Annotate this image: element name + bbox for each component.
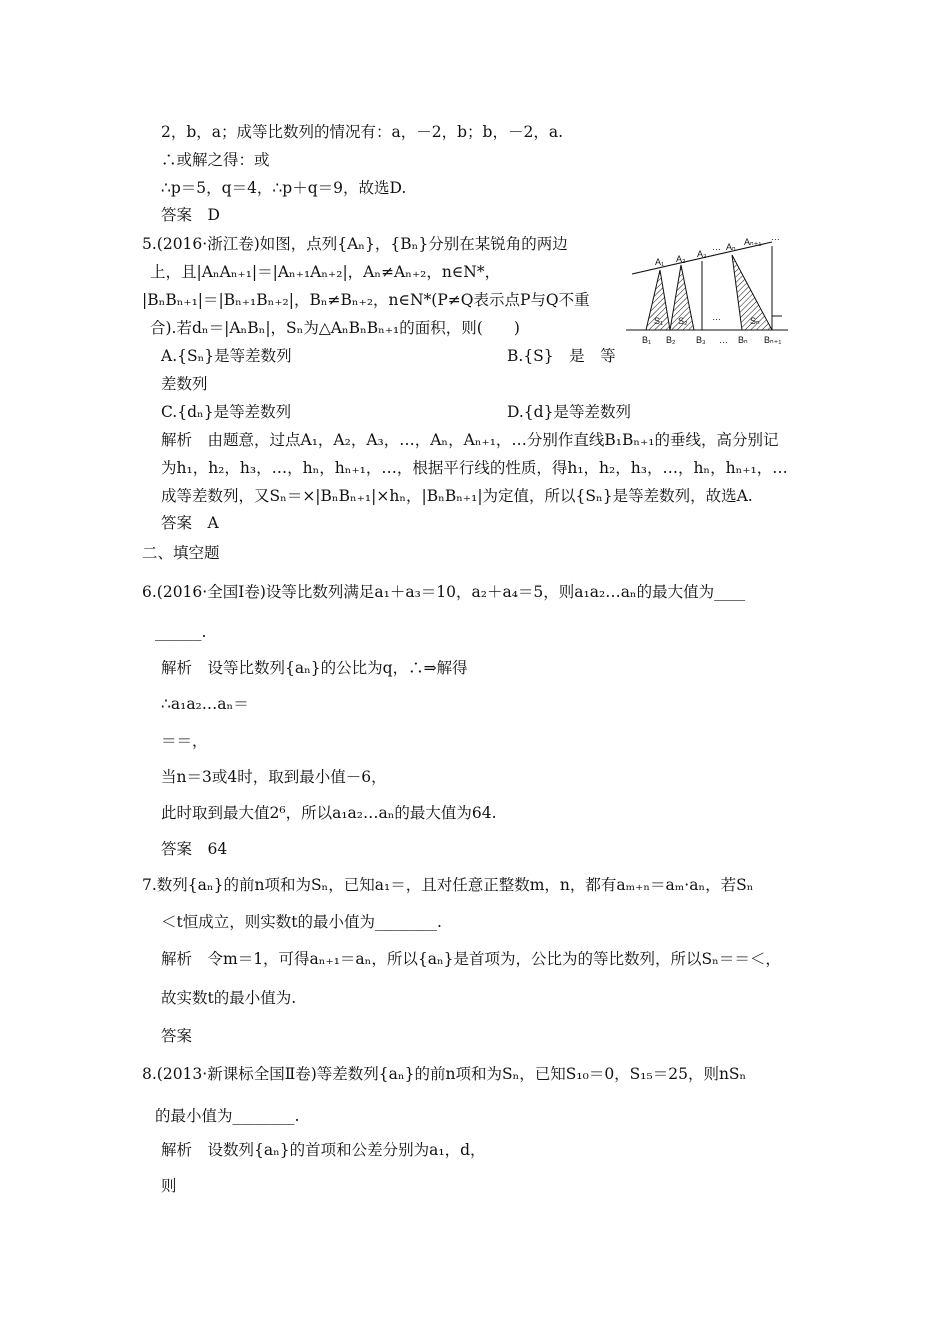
solution-line: 当n＝3或4时，取到最小值－6， [161,768,387,786]
label-bn1: Bₙ₊₁ [764,335,782,345]
solution-line: ∴a₁a₂…aₙ＝ [161,695,249,713]
label-an: Aₙ [726,242,736,252]
label-top-dots-end: … [771,232,780,242]
solution-line: 解析 设数列{aₙ}的首项和公差分别为a₁，d， [161,1141,486,1159]
text-line: ∴p＝5，q＝4，∴p＋q＝9，故选D. [161,179,407,197]
solution-line: ＝＝， [161,732,208,750]
question-5-title: 5.(2016·浙江卷)如图，点列{Aₙ}，{Bₙ}分别在某锐角的两边 [142,235,568,253]
solution-line: 为h₁，h₂，h₃，…，hₙ，hₙ₊₁，…，根据平行线的性质，得h₁，h₂，h₃，…，hₙ，hₙ₊₁，… [161,459,788,477]
solution-line: 成等差数列，又Sₙ＝×|BₙBₙ₊₁|×hₙ，|BₙBₙ₊₁|为定值，所以{Sₙ}是等差数列，故选A. [161,487,753,505]
label-a1: A₁ [655,257,665,267]
option-c: C.{dₙ}是等差数列 [161,403,292,421]
text-line: ______. [155,623,207,641]
text-line: ＜t恒成立，则实数t的最小值为________. [161,913,442,931]
text-line: |BₙBₙ₊₁|＝|Bₙ₊₁Bₙ₊₂|，Bₙ≠Bₙ₊₂，n∈N*(P≠Q表示点P与Q不重 [142,291,590,309]
label-b1: B₁ [642,335,652,345]
text-line: 上，且|AₙAₙ₊₁|＝|Aₙ₊₁Aₙ₊₂|，Aₙ≠Aₙ₊₂，n∈N*， [150,263,501,281]
text-line: 合).若dₙ＝|AₙBₙ|，Sₙ为△AₙBₙBₙ₊₁的面积，则( ) [150,319,520,337]
answer-line: 答案 64 [161,840,228,858]
solution-line: 解析 由题意，过点A₁，A₂，A₃，…，Aₙ，Aₙ₊₁，…分别作直线B₁Bₙ₊₁的垂线，高分别记 [161,431,779,449]
option-d: D.{d}是等差数列 [507,403,631,421]
label-top-dots: … [712,242,721,252]
label-a2: A₂ [676,254,686,264]
label-s1: S₁ [654,316,664,326]
solution-line: 解析 令m＝1，可得aₙ₊₁＝aₙ，所以{aₙ}是首项为，公比为的等比数列，所以Sₙ＝＝＜， [161,950,781,968]
question-8-title: 8.(2013·新课标全国Ⅱ卷)等差数列{aₙ}的前n项和为Sₙ，已知S₁₀＝0，S₁₅＝25，则nSₙ [142,1065,747,1083]
label-an1: Aₙ₊₁ [744,237,762,247]
geometry-figure [622,232,794,348]
section-heading: 二、填空题 [142,544,220,562]
option-a: A.{Sₙ}是等差数列 [161,347,292,365]
option-b: B.{S} 是 等 [507,347,616,365]
text-line: 的最小值为________. [155,1107,300,1125]
text-line: ∴或解之得：或 [161,151,270,169]
label-a3: A₃ [697,249,707,259]
label-bn: Bₙ [738,335,748,345]
label-bottom-dots: … [719,335,728,345]
label-mid-dots: … [712,312,721,322]
option-b-cont: 差数列 [161,375,208,393]
label-s2: S₂ [678,316,688,326]
label-sn: Sₙ [750,316,760,326]
question-6-title: 6.(2016·全国Ⅰ卷)设等比数列满足a₁＋a₃＝10，a₂＋a₄＝5，则a₁a₂…aₙ的最大值为____ [142,583,746,601]
question-7-title: 7.数列{aₙ}的前n项和为Sₙ，已知a₁＝，且对任意正整数m，n，都有aₘ₊ₙ＝aₘ·aₙ，若Sₙ [142,876,754,894]
answer-line: 答案 A [161,514,219,532]
solution-line: 解析 设等比数列{aₙ}的公比为q，∴⇒解得 [161,659,468,677]
text-line: 2，b，a；成等比数列的情况有：a，－2，b；b，－2，a. [161,123,564,141]
solution-line: 此时取到最大值2⁶，所以a₁a₂…aₙ的最大值为64. [161,804,497,822]
label-b3: B₃ [696,335,706,345]
label-b2: B₂ [666,335,676,345]
answer-line: 答案 [161,1027,193,1045]
solution-line: 故实数t的最小值为. [161,989,297,1007]
solution-line: 则 [161,1177,177,1195]
answer-line: 答案 D [161,206,220,224]
